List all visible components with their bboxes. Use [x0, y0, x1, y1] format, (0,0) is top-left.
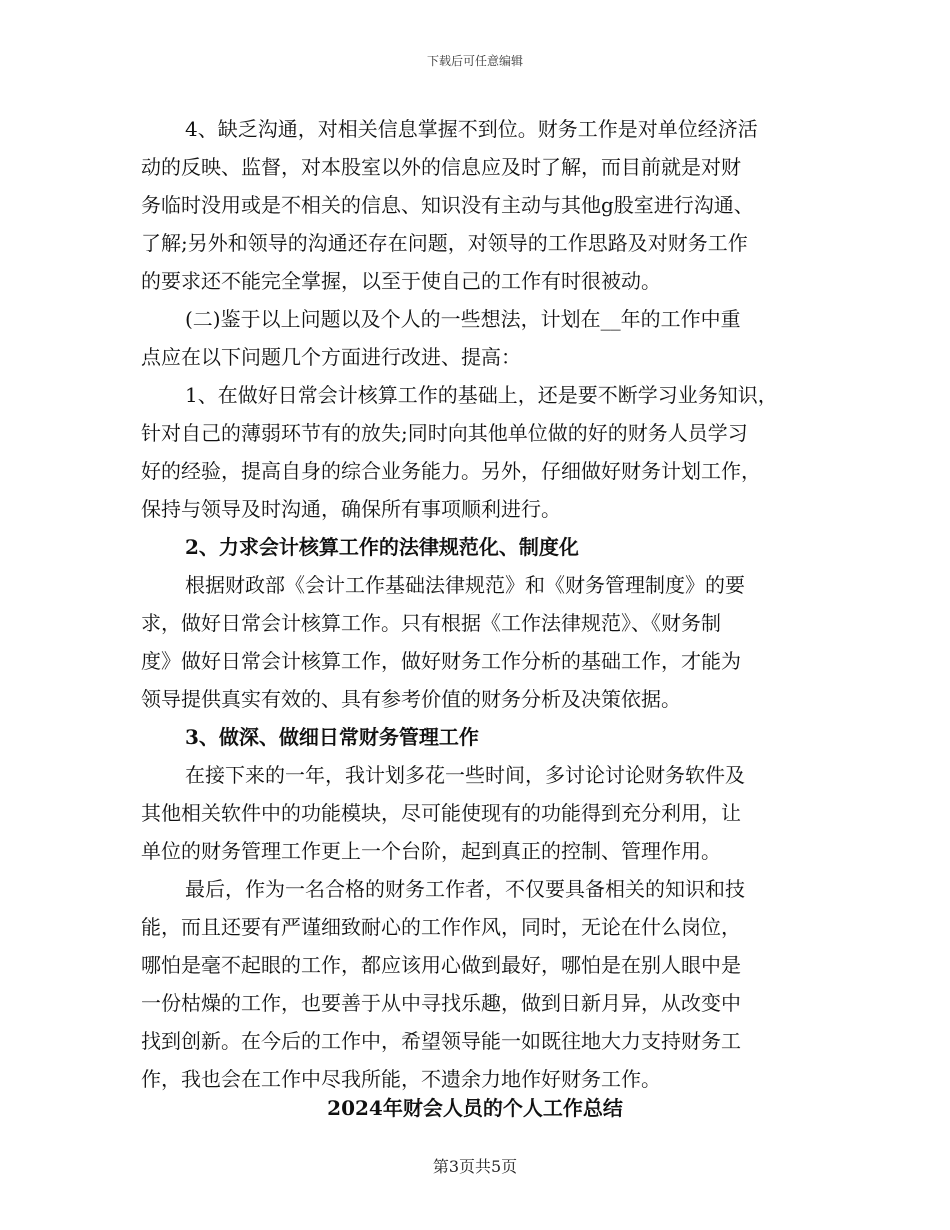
section-heading: 3、做深、做细日常财务管理工作: [185, 725, 479, 749]
paragraph-line: 点应在以下问题几个方面进行改进、提高：: [141, 345, 521, 369]
paragraph-line: 针对自己的薄弱环节有的放失;同时向其他单位做的好的财务人员学习: [141, 421, 748, 445]
paragraph-line: 其他相关软件中的功能模块，尽可能使现有的功能得到充分利用，让: [141, 801, 741, 825]
paragraph-line: (二)鉴于以上问题以及个人的一些想法，计划在__年的工作中重: [185, 307, 741, 331]
document-title: 2024年财会人员的个人工作总结: [327, 1096, 623, 1120]
paragraph-line: 领导提供真实有效的、具有参考价值的财务分析及决策依据。: [141, 687, 681, 711]
paragraph-line: 务临时没用或是不相关的信息、知识没有主动与其他g股室进行沟通、: [141, 193, 754, 217]
paragraph-line: 找到创新。在今后的工作中，希望领导能一如既往地大力支持财务工: [141, 1029, 741, 1053]
paragraph-line: 保持与领导及时沟通，确保所有事项顺利进行。: [141, 497, 561, 521]
paragraph-line: 哪怕是毫不起眼的工作，都应该用心做到最好，哪怕是在别人眼中是: [141, 953, 741, 977]
paragraph-line: 了解;另外和领导的沟通还存在问题，对领导的工作思路及对财务工作: [141, 231, 748, 255]
paragraph-line: 1、在做好日常会计核算工作的基础上，还是要不断学习业务知识，: [185, 383, 778, 407]
paragraph-line: 求，做好日常会计核算工作。只有根据《工作法律规范》、《财务制: [141, 611, 721, 635]
paragraph-line: 最后，作为一名合格的财务工作者，不仅要具备相关的知识和技: [185, 877, 745, 901]
section-heading: 2、力求会计核算工作的法律规范化、制度化: [185, 535, 579, 559]
paragraph-line: 根据财政部《会计工作基础法律规范》和《财务管理制度》的要: [185, 573, 745, 597]
paragraph-line: 能，而且还要有严谨细致耐心的工作作风，同时，无论在什么岗位，: [141, 915, 741, 939]
paragraph-line: 一份枯燥的工作，也要善于从中寻找乐趣，做到日新月异，从改变中: [141, 991, 741, 1015]
paragraph-line: 度》做好日常会计核算工作，做好财务工作分析的基础工作，才能为: [141, 649, 741, 673]
paragraph-line: 单位的财务管理工作更上一个台阶，起到真正的控制、管理作用。: [141, 839, 721, 863]
paragraph-line: 好的经验，提高自身的综合业务能力。另外，仔细做好财务计划工作，: [141, 459, 761, 483]
paragraph-line: 的要求还不能完全掌握，以至于使自己的工作有时很被动。: [141, 269, 661, 293]
document-body: [141, 110, 823, 1098]
paragraph-line: 4、缺乏沟通，对相关信息掌握不到位。财务工作是对单位经济活: [185, 117, 758, 141]
page-number: 第3页共5页: [432, 1157, 518, 1176]
paragraph-line: 动的反映、监督，对本股室以外的信息应及时了解，而目前就是对财: [141, 155, 741, 179]
page-header: 下载后可任意编辑: [426, 54, 523, 68]
paragraph-line: 在接下来的一年，我计划多花一些时间，多讨论讨论财务软件及: [185, 763, 745, 787]
paragraph-line: 作，我也会在工作中尽我所能，不遗余力地作好财务工作。: [141, 1067, 661, 1091]
